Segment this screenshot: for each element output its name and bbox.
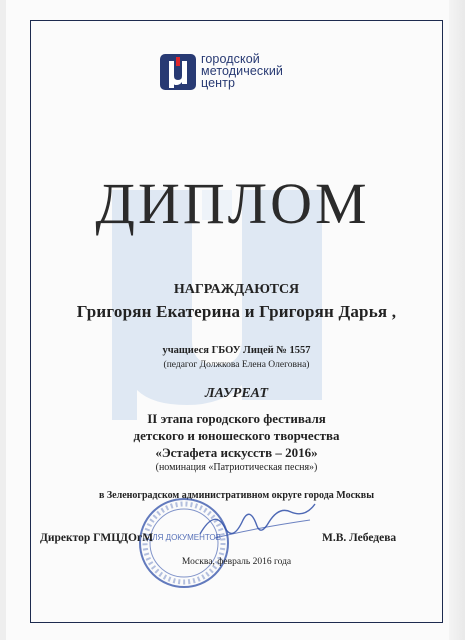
laureate-heading: ЛАУРЕАТ bbox=[204, 386, 269, 401]
festival-line-2: детского и юношеского творчества bbox=[133, 428, 340, 443]
director-position: Директор ГМЦДОгМ bbox=[40, 532, 154, 544]
district-line: в Зеленоградском административном округе города Москвы bbox=[98, 490, 375, 501]
awarded-heading: НАГРАЖДАЮТСЯ bbox=[173, 282, 300, 297]
logo-line-3: центр bbox=[201, 76, 236, 90]
festival-line-3: «Эстафета искусств – 2016» bbox=[155, 445, 318, 460]
recipient-names: Григорян Екатерина и Григорян Дарья , bbox=[76, 302, 397, 321]
festival-line-1: II этапа городского фестиваля bbox=[147, 411, 326, 426]
logo-text bbox=[201, 53, 283, 89]
mu-logo-icon bbox=[160, 54, 196, 90]
scan-edge-left bbox=[0, 0, 6, 640]
school-line: учащиеся ГБОУ Лицей № 1557 bbox=[162, 345, 311, 356]
issue-date: Москва, февраль 2016 года bbox=[181, 557, 292, 567]
nomination-line: (номинация «Патриотическая песня») bbox=[155, 462, 318, 473]
organization-logo bbox=[160, 52, 320, 96]
handwritten-signature bbox=[195, 498, 320, 546]
stamp-label: ДЛЯ ДОКУМЕНТОВ bbox=[146, 533, 222, 542]
logo-line-1: городской bbox=[201, 52, 260, 66]
director-name: М.В. Лебедева bbox=[322, 532, 397, 544]
logo-line-2: методический bbox=[201, 64, 284, 78]
diploma-title: ДИПЛОМ bbox=[95, 171, 370, 236]
scan-edge-right bbox=[449, 0, 465, 640]
teacher-line: (педагог Должкова Елена Олеговна) bbox=[163, 360, 310, 370]
